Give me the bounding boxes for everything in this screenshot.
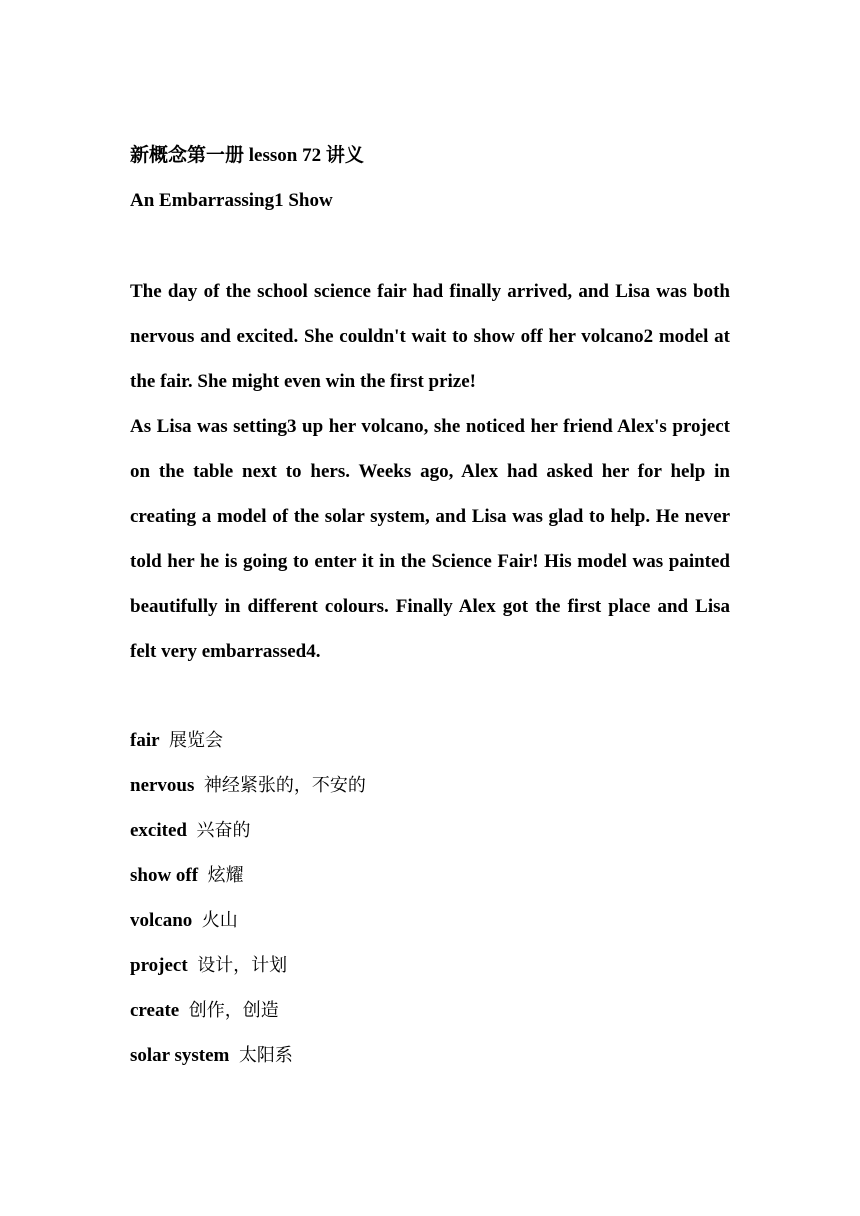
- vocab-meaning: 兴奋的: [196, 820, 251, 841]
- vocab-item: [130, 864, 244, 888]
- vocab-word: create: [130, 1000, 180, 1021]
- vocab-item: [130, 909, 238, 933]
- vocab-word: fair: [130, 730, 160, 751]
- vocab-word: show off: [130, 865, 199, 886]
- vocab-word: excited: [130, 820, 187, 841]
- vocab-meaning: 神经紧张的，不安的: [203, 775, 366, 796]
- vocab-meaning: 太阳系: [238, 1045, 293, 1066]
- story-paragraph-1: The day of the school science fair had finally arrived, and Lisa was both nervous and excited. She couldn't wait to show off her volcano2 model at the fair. She might even win the first prize!: [130, 281, 730, 392]
- vocab-word: project: [130, 955, 188, 976]
- vocab-meaning: 火山: [201, 910, 238, 931]
- vocab-word: nervous: [130, 775, 195, 796]
- story-paragraph-2: As Lisa was setting3 up her volcano, she noticed her friend Alex's project on the table next to hers. Weeks ago, Alex had asked her for help in creating a model of the solar system, and Lisa was glad to help. He never told her he is going to enter it in the Science Fair! His model was painted beautifully in different colours. Finally Alex got the first place and Lisa felt very embarrassed4.: [130, 416, 730, 662]
- lesson-title: 新概念第一册 lesson 72 讲义: [130, 145, 364, 166]
- vocab-item: [130, 1044, 293, 1068]
- vocab-item: [130, 774, 366, 798]
- vocab-meaning: 炫耀: [207, 865, 244, 886]
- story-title: An Embarrassing1 Show: [130, 190, 333, 211]
- vocab-item: [130, 954, 287, 978]
- vocab-item: [130, 999, 279, 1023]
- vocab-word: volcano: [130, 910, 193, 931]
- vocab-item: [130, 729, 223, 753]
- vocab-meaning: 展览会: [169, 730, 224, 751]
- vocab-item: [130, 819, 250, 843]
- vocab-meaning: 创作，创造: [188, 1000, 279, 1021]
- vocab-word: solar system: [130, 1045, 230, 1066]
- vocab-meaning: 设计，计划: [197, 955, 288, 976]
